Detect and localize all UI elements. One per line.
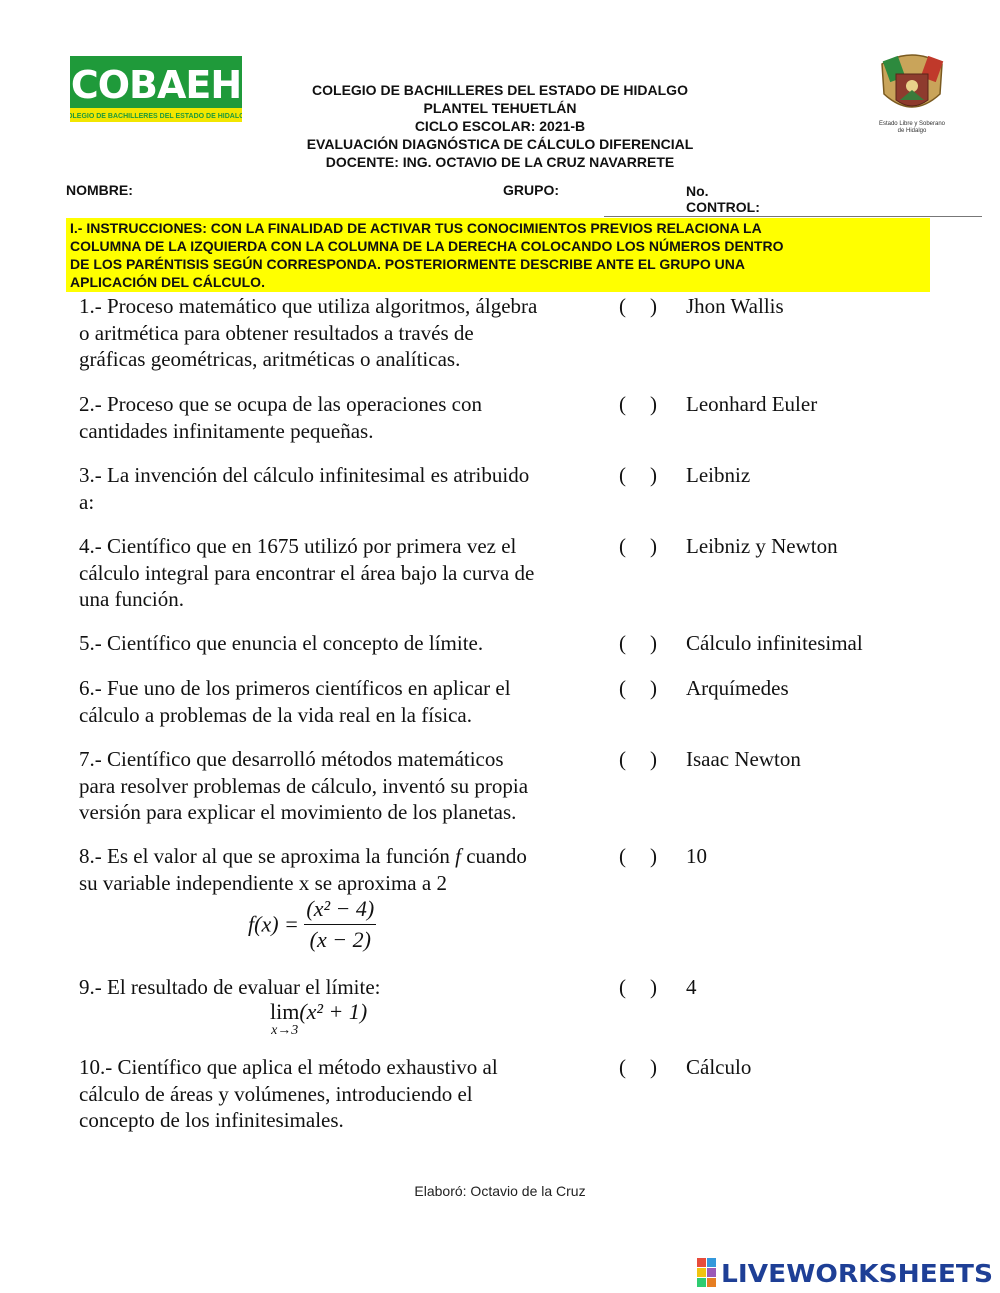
question-4: 4.- Científico que en 1675 utilizó por primera vez el cálculo integral para encontrar el área bajo la curva de una función. <box>79 534 535 611</box>
crest-caption: Estado Libre y Soberano de Hidalgo <box>878 121 946 134</box>
answer-slot-1[interactable]: ( ) <box>619 294 657 318</box>
formula-limit-9: lim x→3 (x² + 1) <box>270 999 368 1038</box>
question-2: 2.- Proceso que se ocupa de las operaciones con cantidades infinitamente pequeñas. <box>79 392 482 443</box>
header-teacher: DOCENTE: ING. OCTAVIO DE LA CRUZ NAVARRETE <box>325 154 675 170</box>
question-10: 10.- Científico que aplica el método exhaustivo al cálculo de áreas y volúmenes, introduciendo el concepto de los infinitesimales. <box>79 1055 498 1132</box>
answer-slot-8[interactable]: ( ) <box>619 844 657 868</box>
formula-function-8: f(x) = $\frac{\text{(x² − 4)}}{(x - 2)}$ <box>248 896 375 952</box>
header-evaluation: EVALUACIÓN DIAGNÓSTICA DE CÁLCULO DIFERENCIAL <box>306 136 694 152</box>
answer-slot-4[interactable]: ( ) <box>619 534 657 558</box>
header-cycle: CICLO ESCOLAR: 2021-B <box>414 118 586 134</box>
header-campus: PLANTEL TEHUETLÁN <box>423 100 577 116</box>
question-8: 8.- Es el valor al que se aproxima la función f cuando su variable independiente x se aproxima a 2 <box>79 844 527 895</box>
answer-slot-9[interactable]: ( ) <box>619 975 657 999</box>
question-5: 5.- Científico que enuncia el concepto de límite. <box>79 631 484 655</box>
control-underline <box>604 216 982 217</box>
hidalgo-crest <box>874 50 950 138</box>
option-2: Leonhard Euler <box>686 392 818 416</box>
logo-wordmark: COBAEH <box>70 63 242 107</box>
option-3: Leibniz <box>686 463 751 487</box>
instructions-box: I.- INSTRUCCIONES: CON LA FINALIDAD DE ACTIVAR TUS CONOCIMIENTOS PREVIOS RELACIONA LA COLUMNA DE LA IZQUIERDA CON LA COLUMNA DE LA DERECHA COLOCANDO LOS NÚMEROS DENTRO DE LOS PARÉNTISIS SEGÚN CORRESPONDA. POSTERIORMENTE DESCRIBE ANTE EL GRUPO UNA APLICACIÓN DEL CÁLCULO. <box>66 218 930 292</box>
option-6: Arquímedes <box>686 676 789 700</box>
option-9: 4 <box>686 975 697 999</box>
option-7: Isaac Newton <box>686 747 801 771</box>
option-5: Cálculo infinitesimal <box>686 631 863 655</box>
question-7: 7.- Científico que desarrolló métodos matemáticos para resolver problemas de cálculo, inventó su propia versión para explicar el movimiento de los planetas. <box>79 747 529 824</box>
footer-author: Elaboró: Octavio de la Cruz <box>414 1183 586 1199</box>
nombre-label: NOMBRE: <box>66 182 133 198</box>
brand-wordmark: LIVEWORKSHEETS <box>721 1259 993 1288</box>
option-1: Jhon Wallis <box>686 294 784 318</box>
option-8: 10 <box>686 844 707 868</box>
question-1: 1.- Proceso matemático que utiliza algoritmos, álgebra o aritmética para obtener resultados a través de gráficas geométricas, aritméticas o analíticas. <box>79 294 538 371</box>
answer-slot-7[interactable]: ( ) <box>619 747 657 771</box>
answer-slot-2[interactable]: ( ) <box>619 392 657 416</box>
answer-slot-5[interactable]: ( ) <box>619 631 657 655</box>
answer-slot-10[interactable]: ( ) <box>619 1055 657 1079</box>
answer-slot-3[interactable]: ( ) <box>619 463 657 487</box>
grupo-label: GRUPO: <box>503 182 559 198</box>
option-10: Cálculo <box>686 1055 752 1079</box>
control-label: No. CONTROL: <box>686 183 760 215</box>
question-3: 3.- La invención del cálculo infinitesimal es atribuido a: <box>79 463 530 514</box>
question-6: 6.- Fue uno de los primeros científicos en aplicar el cálculo a problemas de la vida real en la física. <box>79 676 511 727</box>
option-4: Leibniz y Newton <box>686 534 838 558</box>
header-school-name: COLEGIO DE BACHILLERES DEL ESTADO DE HIDALGO <box>312 82 688 98</box>
question-9: 9.- El resultado de evaluar el límite: <box>79 975 381 999</box>
cobaeh-logo <box>70 56 242 124</box>
logo-subtitle: COLEGIO DE BACHILLERES DEL ESTADO DE HIDALGO <box>70 113 242 120</box>
answer-slot-6[interactable]: ( ) <box>619 676 657 700</box>
liveworksheets-logo <box>697 1254 997 1288</box>
school-header <box>250 81 750 171</box>
